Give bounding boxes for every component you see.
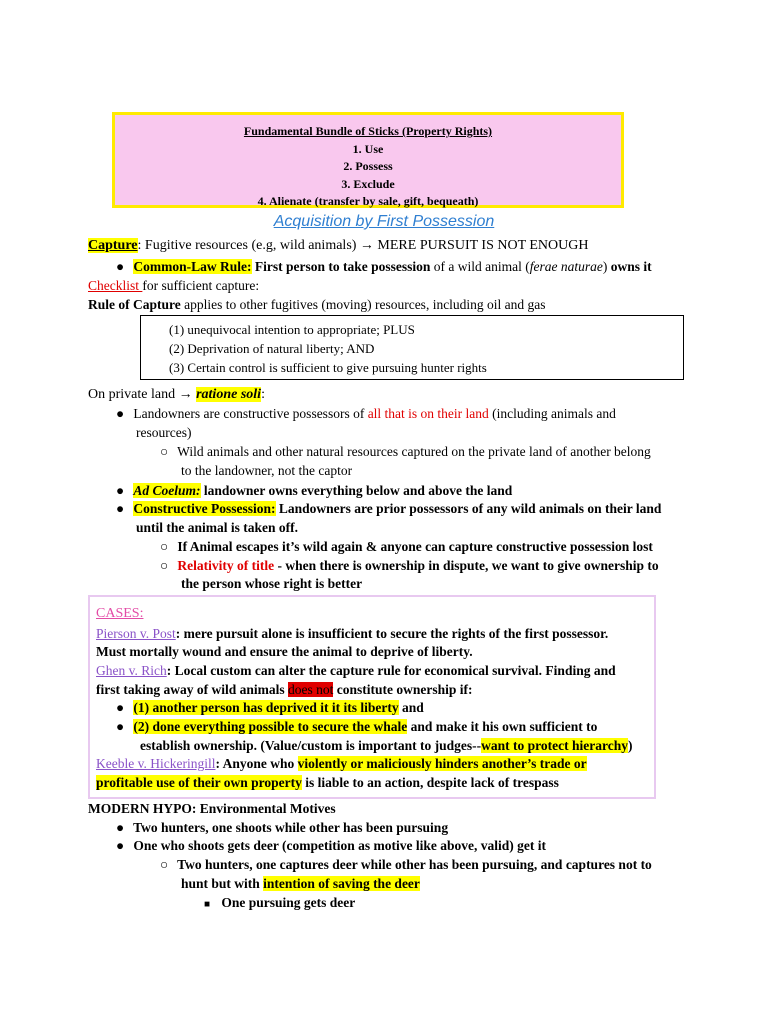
- bullet-icon: ●: [116, 700, 125, 715]
- bullet-icon: ●: [116, 820, 125, 835]
- case-name: Pierson v. Post: [96, 626, 176, 641]
- circle-bullet-icon: ○: [160, 558, 169, 573]
- hypo-item: [116, 837, 546, 855]
- text: establish ownership. (Value/custom is important to judges--: [140, 738, 482, 753]
- text: Wild animals and other natural resources captured on the private land of another belong: [177, 444, 651, 459]
- ghen-line: [96, 662, 616, 680]
- square-bullet-icon: ■: [204, 899, 211, 910]
- hypo-sub-item: [160, 856, 652, 874]
- bundle-item: 2. Possess: [343, 159, 393, 173]
- wild-animals-line: [160, 443, 651, 461]
- highlight: violently or maliciously hinders another’s trade or: [297, 756, 587, 771]
- text: One pursuing gets deer: [221, 895, 356, 910]
- relativity-label: Relativity of title: [177, 558, 275, 573]
- colon: :: [261, 387, 265, 402]
- keeble-line-2: [96, 774, 559, 792]
- latin-term: ferae naturae: [529, 259, 603, 274]
- highlight: (1) another person has deprived it it its liberty: [133, 700, 399, 715]
- checklist-item: (2) Deprivation of natural liberty; AND: [169, 341, 375, 356]
- text: : Local custom can alter the capture rule for economical survival. Finding and: [166, 663, 616, 678]
- bundle-item: 3. Exclude: [341, 176, 395, 191]
- checklist-item: (3) Certain control is sufficient to give pursuing hunter rights: [169, 360, 487, 375]
- text: constitute ownership if:: [333, 682, 473, 697]
- pierson-line-2: Must mortally wound and ensure the animal to deprive of liberty.: [96, 644, 473, 659]
- text: and make it his own sufficient to: [407, 719, 598, 734]
- bullet-icon: ●: [116, 838, 125, 853]
- bundle-box: [112, 112, 624, 208]
- capture-label: Capture: [88, 238, 138, 253]
- hypo-heading: MODERN HYPO: Environmental Motives: [88, 801, 336, 816]
- rule-text: ): [602, 259, 611, 274]
- rule-text: First person to take possession: [251, 259, 431, 274]
- ghen-line-2: [96, 681, 473, 699]
- keeble-line: [96, 755, 587, 773]
- bundle-item: 1. Use: [352, 141, 384, 156]
- rule-text: of a wild animal (: [430, 259, 530, 274]
- case-name: Keeble v. Hickeringill: [96, 756, 216, 771]
- bundle-title: Fundamental Bundle of Sticks (Property Rights): [243, 124, 493, 138]
- common-law-label: Common-Law Rule:: [133, 259, 252, 274]
- roc-label: Rule of Capture: [88, 297, 181, 312]
- hypo-item: [116, 819, 448, 837]
- bullet-icon: ●: [116, 483, 125, 498]
- landowner-line: [116, 405, 616, 423]
- hypo-sub-sub-item: [204, 894, 355, 914]
- ghen-item-2-cont: [140, 737, 633, 755]
- capture-checklist-box: [140, 315, 684, 380]
- text: If Animal escapes it’s wild again & anyone can capture constructive possession lost: [177, 539, 653, 554]
- text: first taking away of wild animals: [96, 682, 289, 697]
- hypo-sub-item-cont: [181, 875, 420, 893]
- wild-animals-line-2: to the landowner, not the captor: [181, 463, 353, 478]
- checklist-line: [88, 277, 259, 295]
- highlight: want to protect hierarchy: [481, 738, 629, 753]
- text: Landowners are prior possessors of any wild animals on their land: [275, 501, 662, 516]
- bullet-icon: ●: [116, 719, 125, 734]
- private-intro: On private land →: [88, 387, 197, 402]
- text: landowner owns everything below and above the land: [200, 483, 513, 498]
- circle-bullet-icon: ○: [160, 444, 169, 459]
- checklist-text: for sufficient capture:: [142, 278, 260, 293]
- checklist-item: (1) unequivocal intention to appropriate; PLUS: [169, 322, 415, 337]
- constructive-label: Constructive Possession:: [133, 501, 276, 516]
- page-title: Acquisition by First Possession: [273, 213, 495, 230]
- text: : Anyone who: [215, 756, 298, 771]
- landowner-line-2: resources): [136, 425, 192, 440]
- checklist-label: Checklist: [88, 278, 143, 293]
- ghen-item-1: [116, 699, 424, 717]
- text: and: [398, 700, 424, 715]
- relativity-line-2: the person whose right is better: [181, 576, 363, 591]
- circle-bullet-icon: ○: [160, 857, 169, 872]
- rule-of-capture-line: [88, 296, 546, 314]
- bundle-item: 4. Alienate (transfer by sale, gift, bequeath): [257, 194, 479, 208]
- cases-head: CASES:: [96, 606, 144, 621]
- text: - when there is ownership in dispute, we want to give ownership to: [274, 558, 659, 573]
- constructive-line: [116, 500, 661, 518]
- text: is liable to an action, despite lack of trespass: [301, 775, 559, 790]
- capture-line: [88, 237, 588, 255]
- bullet-icon: ●: [116, 501, 125, 516]
- text: hunt but with: [181, 876, 264, 891]
- pierson-line: [96, 625, 608, 643]
- does-not-highlight: does not: [288, 682, 334, 697]
- highlight: intention of saving the deer: [263, 876, 420, 891]
- circle-bullet-icon: ○: [160, 539, 169, 554]
- text: (including animals and: [488, 406, 616, 421]
- capture-text: : Fugitive resources (e.g, wild animals) → MERE PURSUIT IS NOT ENOUGH: [137, 238, 589, 253]
- ghen-item-2: [116, 718, 597, 736]
- highlight: (2) done everything possible to secure the whale: [133, 719, 408, 734]
- ratione-soli: ratione soli: [196, 387, 262, 402]
- escape-line: [160, 538, 653, 556]
- text: ): [628, 738, 633, 753]
- ad-coelum-line: [116, 482, 512, 500]
- text: Two hunters, one shoots while other has been pursuing: [133, 820, 449, 835]
- private-land-line: [88, 386, 265, 404]
- bullet-icon: ●: [116, 406, 125, 421]
- text: Landowners are constructive possessors of: [133, 406, 368, 421]
- relativity-line: [160, 557, 659, 575]
- rule-text: owns it: [610, 259, 652, 274]
- text: : mere pursuit alone is insufficient to secure the rights of the first possessor.: [175, 626, 609, 641]
- case-name: Ghen v. Rich: [96, 663, 167, 678]
- text: Two hunters, one captures deer while other has been pursuing, and captures not to: [177, 857, 652, 872]
- text: One who shoots gets deer (competition as motive like above, valid) get it: [133, 838, 546, 853]
- cases-heading: [96, 605, 143, 623]
- highlight: profitable use of their own property: [96, 775, 302, 790]
- common-law-line: [116, 258, 652, 276]
- ad-coelum-label: Ad Coelum:: [133, 483, 201, 498]
- red-text: all that is on their land: [367, 406, 489, 421]
- constructive-line-2: until the animal is taken off.: [136, 520, 299, 535]
- roc-text: applies to other fugitives (moving) resources, including oil and gas: [180, 297, 546, 312]
- bullet-icon: ●: [116, 259, 125, 274]
